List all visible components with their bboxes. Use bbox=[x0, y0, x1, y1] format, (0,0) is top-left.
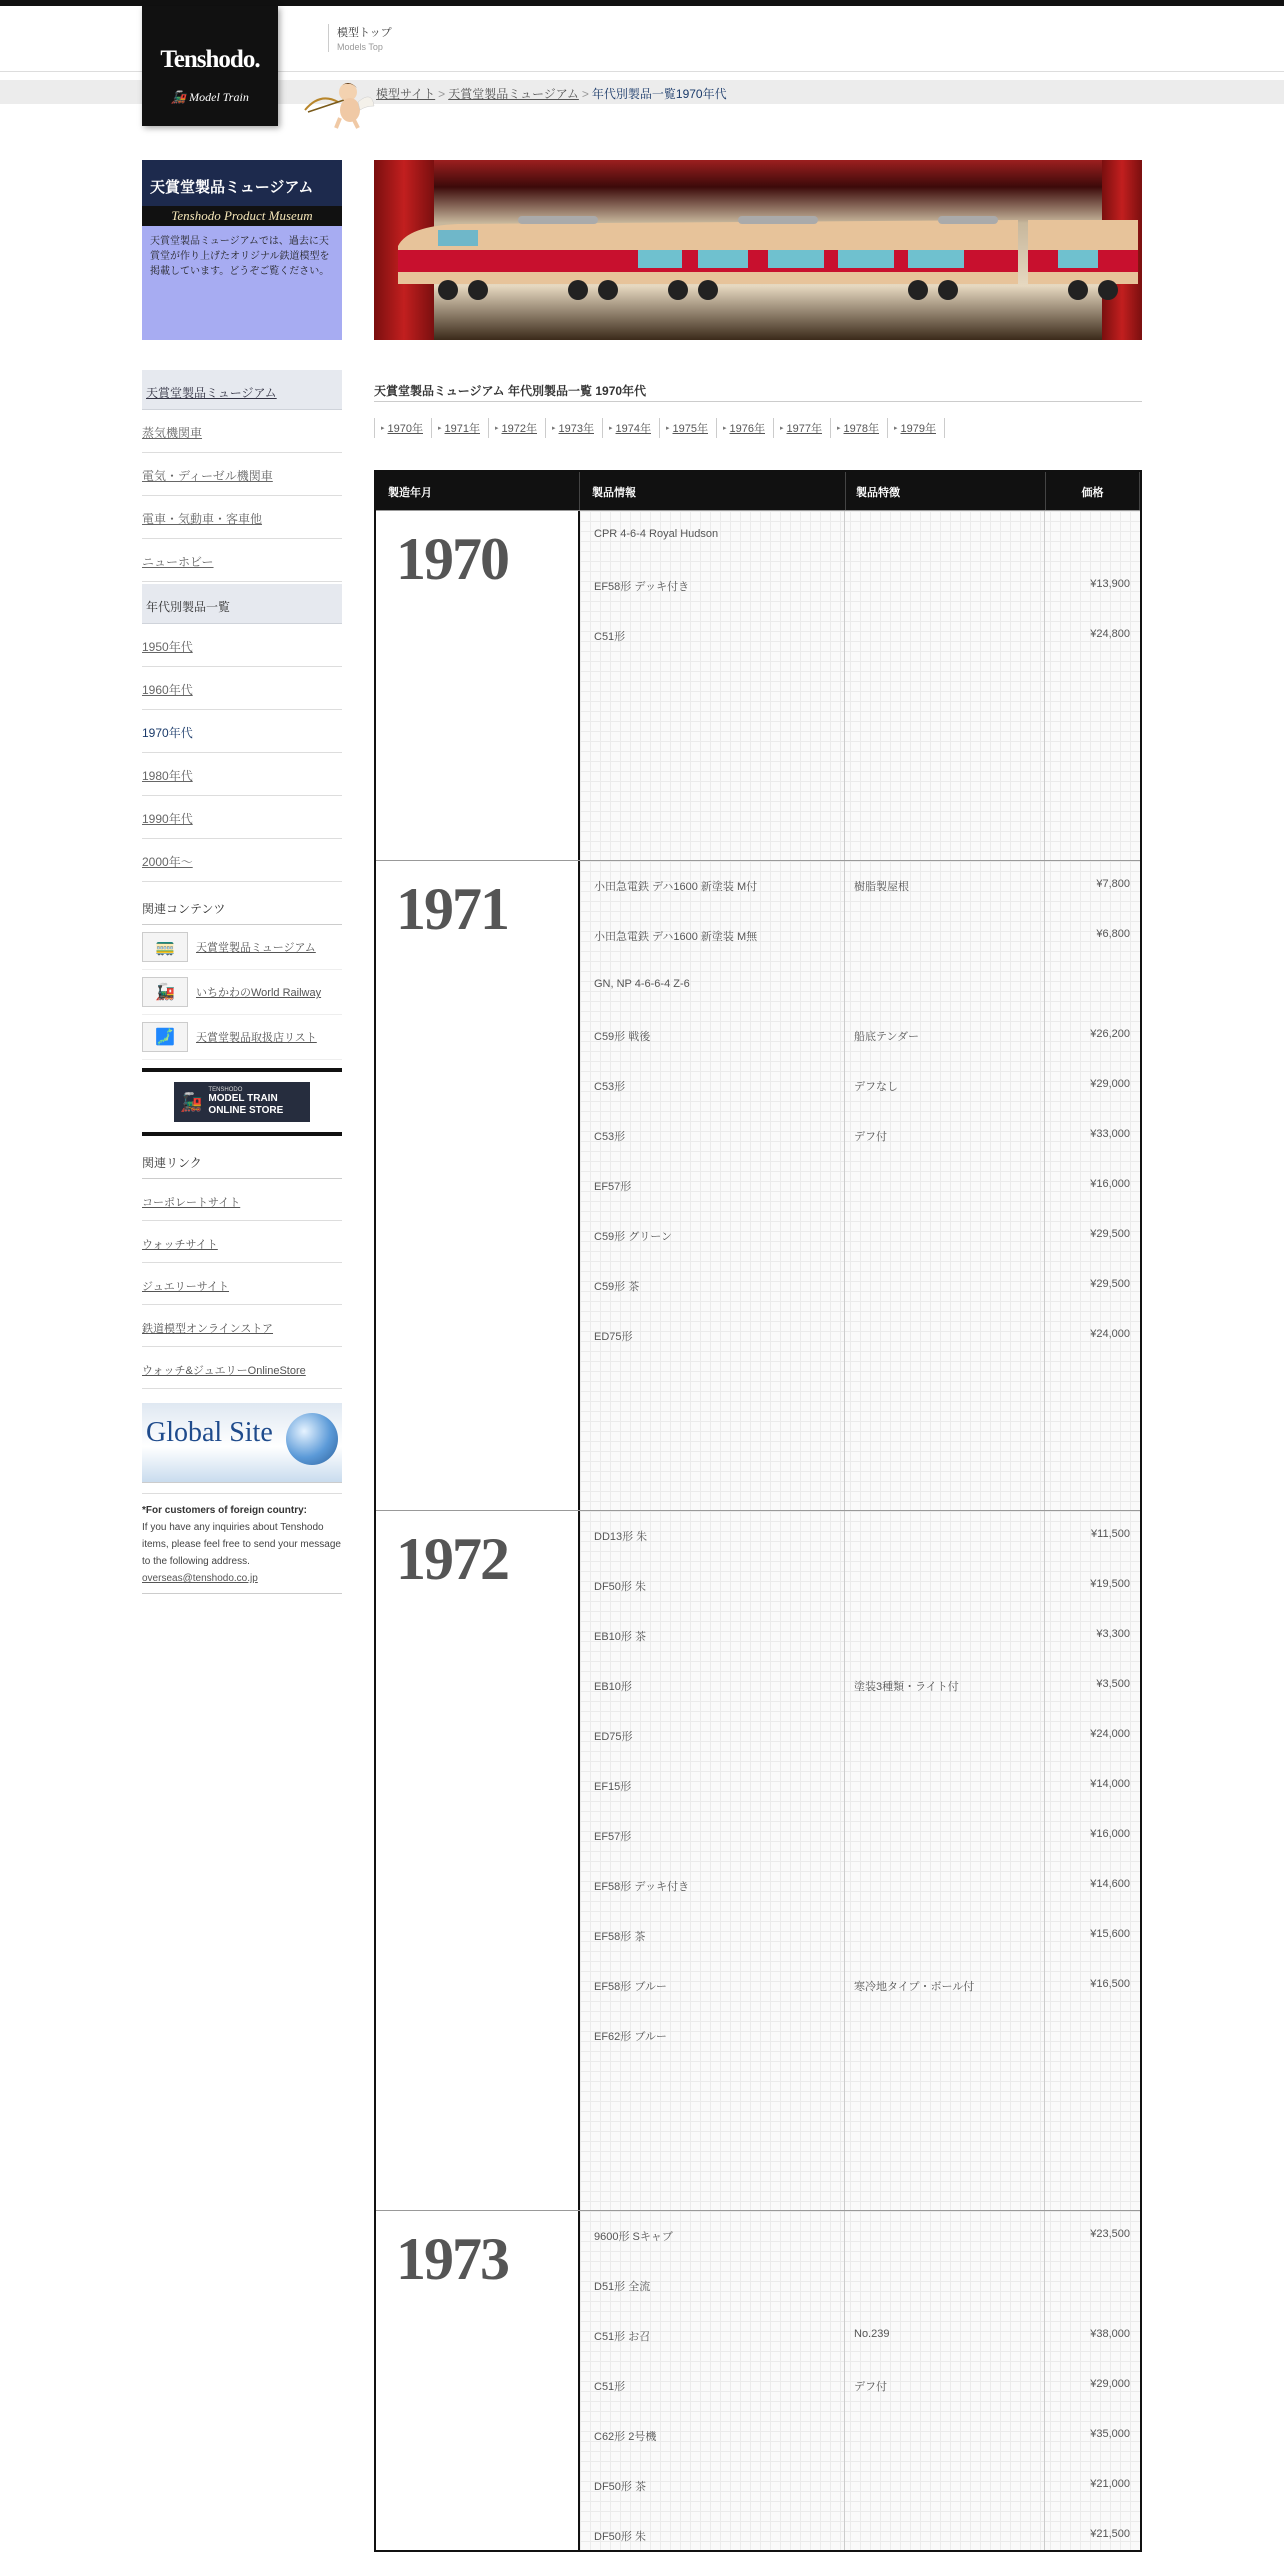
product-price: ¥24,000 bbox=[1090, 1328, 1130, 1340]
main-content bbox=[374, 160, 1142, 2552]
product-feature bbox=[844, 1211, 1044, 1261]
table-row bbox=[580, 2311, 1140, 2361]
product-feature bbox=[844, 2011, 1044, 2061]
product-feature bbox=[844, 1861, 1044, 1911]
product-price: ¥6,800 bbox=[1096, 928, 1130, 940]
product-name: C59形 茶 bbox=[594, 1281, 640, 1293]
product-feature: 樹脂製屋根 bbox=[854, 881, 909, 893]
foreign-heading: *For customers of foreign country: bbox=[142, 1505, 308, 1516]
year-nav-link[interactable]: 1971年 bbox=[444, 423, 480, 435]
table-row bbox=[580, 1711, 1140, 1761]
year-block bbox=[376, 860, 1140, 1510]
product-feature: No.239 bbox=[854, 2328, 890, 2340]
table-row bbox=[580, 2361, 1140, 2411]
table-row bbox=[580, 1911, 1140, 1961]
year-nav-item[interactable] bbox=[431, 418, 488, 438]
store-label-2: ONLINE STORE bbox=[208, 1105, 284, 1116]
store-mini: TENSHODO bbox=[208, 1087, 243, 1093]
product-name: EB10形 茶 bbox=[594, 1631, 646, 1643]
product-feature bbox=[844, 2411, 1044, 2461]
product-name: DF50形 朱 bbox=[594, 2531, 646, 2543]
product-name: DD13形 朱 bbox=[594, 1531, 648, 1543]
product-feature bbox=[844, 1161, 1044, 1211]
link-watch[interactable] bbox=[142, 1221, 342, 1263]
product-price: ¥33,000 bbox=[1090, 1128, 1130, 1140]
product-price: ¥13,900 bbox=[1090, 578, 1130, 590]
product-price: ¥14,600 bbox=[1090, 1878, 1130, 1890]
product-name: D51形 全流 bbox=[594, 2281, 651, 2293]
product-rows bbox=[580, 861, 1140, 1510]
table-row bbox=[580, 911, 1140, 961]
year-nav-link[interactable]: 1978年 bbox=[843, 423, 879, 435]
product-feature bbox=[844, 1761, 1044, 1811]
product-name: C62形 2号機 bbox=[594, 2431, 657, 2443]
product-feature bbox=[844, 1311, 1044, 1361]
product-feature: 船底テンダー bbox=[854, 1031, 920, 1043]
table-row bbox=[580, 611, 1140, 661]
product-name: C51形 bbox=[594, 2381, 626, 2393]
col-header-feature: 製品特徴 bbox=[846, 472, 1046, 510]
logo-sub: 🚂 Model Train bbox=[171, 90, 249, 104]
product-name: EF58形 デッキ付き bbox=[594, 1881, 690, 1893]
product-name: EF57形 bbox=[594, 1831, 632, 1843]
table-row bbox=[580, 1861, 1140, 1911]
product-price: ¥24,800 bbox=[1090, 628, 1130, 640]
col-header-product: 製品情報 bbox=[580, 472, 846, 510]
table-row bbox=[580, 2011, 1140, 2061]
global-site-banner[interactable] bbox=[142, 1403, 342, 1483]
sidebar-item-1960s[interactable] bbox=[142, 667, 342, 710]
link-text[interactable]: 鉄道模型オンラインストア bbox=[142, 1323, 274, 1335]
train-illustration bbox=[378, 196, 1138, 308]
store-banner-inner bbox=[174, 1082, 310, 1122]
year-nav-link[interactable]: 1977年 bbox=[786, 423, 822, 435]
year-label: 1973 bbox=[376, 2211, 580, 2550]
product-feature bbox=[844, 1911, 1044, 1961]
product-name: EF57形 bbox=[594, 1181, 632, 1193]
product-name: EF15形 bbox=[594, 1781, 632, 1793]
museum-box-desc: 天賞堂製品ミュージアムでは、過去に天賞堂が作り上げたオリジナル鉄道模型を掲載しています。どうぞご覧ください。 bbox=[150, 236, 330, 277]
year-nav-link[interactable]: 1970年 bbox=[387, 423, 423, 435]
product-table bbox=[374, 470, 1142, 2552]
cupid-icon bbox=[300, 72, 380, 132]
year-label: 1970 bbox=[376, 511, 580, 860]
sidebar-item-steam[interactable] bbox=[142, 410, 342, 453]
product-feature: デフなし bbox=[854, 1081, 898, 1093]
product-name: ED75形 bbox=[594, 1331, 633, 1343]
table-row bbox=[580, 961, 1140, 1011]
year-nav-item[interactable] bbox=[659, 418, 716, 438]
product-price: ¥26,200 bbox=[1090, 1028, 1130, 1040]
product-rows bbox=[580, 2211, 1140, 2550]
link-text[interactable]: ジュエリーサイト bbox=[142, 1281, 230, 1293]
product-feature bbox=[844, 1561, 1044, 1611]
product-feature: デフ付 bbox=[854, 2381, 887, 2393]
sidebar bbox=[142, 160, 342, 1594]
page-title: 天賞堂製品ミュージアム 年代別製品一覧 1970年代 bbox=[374, 382, 1142, 402]
year-block bbox=[376, 1510, 1140, 2210]
year-label: 1971 bbox=[376, 861, 580, 1510]
arrow-icon: ▸ bbox=[609, 425, 613, 432]
foreign-text: If you have any inquiries about Tenshodo items, please feel free to send your message to the following address. bbox=[142, 1522, 341, 1567]
product-price: ¥16,000 bbox=[1090, 1178, 1130, 1190]
product-feature bbox=[844, 2261, 1044, 2311]
breadcrumb: 模型サイト > 天賞堂製品ミュージアム > 年代別製品一覧1970年代 bbox=[376, 87, 727, 101]
product-price: ¥24,000 bbox=[1090, 1728, 1130, 1740]
models-top-ja[interactable]: 模型トップ bbox=[337, 27, 392, 39]
year-nav-item[interactable] bbox=[716, 418, 773, 438]
related-link[interactable]: 天賞堂製品取扱店リスト bbox=[196, 1032, 317, 1044]
product-feature bbox=[844, 1711, 1044, 1761]
table-row bbox=[580, 1661, 1140, 1711]
sidebar-section-museum-link[interactable]: 天賞堂製品ミュージアム bbox=[146, 386, 277, 400]
table-row bbox=[580, 1111, 1140, 1161]
store-label-1: MODEL TRAIN bbox=[208, 1093, 278, 1104]
product-price: ¥16,000 bbox=[1090, 1828, 1130, 1840]
year-nav-link[interactable]: 1972年 bbox=[501, 423, 537, 435]
product-name: EB10形 bbox=[594, 1681, 632, 1693]
table-row bbox=[580, 1311, 1140, 1361]
product-feature bbox=[844, 1511, 1044, 1561]
product-feature bbox=[844, 961, 1044, 1011]
museum-box-subtitle: Tenshodo Product Museum bbox=[142, 206, 342, 226]
sidebar-current[interactable]: 1970年代 bbox=[142, 726, 193, 740]
sidebar-item-2000s[interactable] bbox=[142, 839, 342, 882]
product-price: ¥3,500 bbox=[1096, 1678, 1130, 1690]
museum-box-title: 天賞堂製品ミュージアム bbox=[142, 160, 342, 206]
arrow-icon: ▸ bbox=[780, 425, 784, 432]
table-row bbox=[580, 2461, 1140, 2511]
year-nav bbox=[374, 418, 1142, 438]
link-text[interactable]: ウォッチサイト bbox=[142, 1239, 218, 1251]
table-row bbox=[580, 2411, 1140, 2461]
table-row bbox=[580, 1261, 1140, 1311]
link-corporate[interactable] bbox=[142, 1179, 342, 1221]
arrow-icon: ▸ bbox=[381, 425, 385, 432]
models-museum-banner bbox=[374, 160, 1142, 340]
museum-intro-box[interactable] bbox=[142, 160, 342, 340]
link-watch-jewelry-store[interactable] bbox=[142, 1347, 342, 1389]
product-price: ¥29,000 bbox=[1090, 1078, 1130, 1090]
product-price: ¥21,500 bbox=[1090, 2528, 1130, 2540]
year-nav-link[interactable]: 1974年 bbox=[615, 423, 651, 435]
tenshodo-logo[interactable] bbox=[142, 6, 278, 126]
sidebar-item-1950s[interactable] bbox=[142, 624, 342, 667]
locomotive-thumb-icon: 🚂 bbox=[142, 977, 188, 1007]
table-row bbox=[580, 1161, 1140, 1211]
product-price bbox=[1044, 2011, 1140, 2061]
product-name: GN, NP 4-6-6-4 Z-6 bbox=[594, 978, 690, 990]
product-price: ¥29,500 bbox=[1090, 1228, 1130, 1240]
online-store-banner[interactable] bbox=[142, 1068, 342, 1136]
models-top-link[interactable] bbox=[328, 24, 392, 52]
table-row bbox=[580, 1011, 1140, 1061]
product-feature: 寒冷地タイプ・ボール付 bbox=[854, 1981, 975, 1993]
product-price bbox=[1044, 511, 1140, 561]
year-nav-item[interactable] bbox=[374, 418, 431, 438]
globe-icon bbox=[286, 1413, 338, 1465]
sidebar-link[interactable]: 蒸気機関車 bbox=[142, 426, 203, 440]
train-thumb-icon: 🚃 bbox=[142, 932, 188, 962]
sidebar-link[interactable]: 2000年～ bbox=[142, 855, 193, 869]
table-row bbox=[580, 2211, 1140, 2261]
product-name: 9600形 Sキャブ bbox=[594, 2231, 673, 2243]
related-link[interactable]: いちかわのWorld Railway bbox=[196, 987, 322, 999]
year-nav-item[interactable] bbox=[602, 418, 659, 438]
arrow-icon: ▸ bbox=[552, 425, 556, 432]
product-price: ¥3,300 bbox=[1096, 1628, 1130, 1640]
breadcrumb-current: 年代別製品一覧1970年代 bbox=[591, 87, 727, 101]
product-feature bbox=[844, 511, 1044, 561]
table-body bbox=[376, 510, 1140, 2550]
product-name: C53形 bbox=[594, 1131, 626, 1143]
sidebar-link[interactable]: 電車・気動車・客車他 bbox=[142, 512, 263, 526]
col-header-year: 製造年月 bbox=[376, 472, 580, 510]
product-name: DF50形 茶 bbox=[594, 2481, 646, 2493]
related-link[interactable]: 天賞堂製品ミュージアム bbox=[196, 942, 316, 954]
sidebar-link[interactable]: 1950年代 bbox=[142, 640, 193, 654]
year-nav-link[interactable]: 1976年 bbox=[729, 423, 765, 435]
sidebar-section-museum[interactable] bbox=[142, 370, 342, 410]
product-name: 小田急電鉄 デハ1600 新塗装 M付 bbox=[594, 881, 758, 893]
product-price: ¥38,000 bbox=[1090, 2328, 1130, 2340]
product-name: C53形 bbox=[594, 1081, 626, 1093]
sidebar-item-1980s[interactable] bbox=[142, 753, 342, 796]
year-nav-link[interactable]: 1975年 bbox=[672, 423, 708, 435]
product-price: ¥29,500 bbox=[1090, 1278, 1130, 1290]
link-text[interactable]: コーポレートサイト bbox=[142, 1197, 241, 1209]
product-price: ¥7,800 bbox=[1096, 878, 1130, 890]
table-row bbox=[580, 1611, 1140, 1661]
models-top-en[interactable]: Models Top bbox=[337, 42, 383, 52]
arrow-icon: ▸ bbox=[666, 425, 670, 432]
arrow-icon: ▸ bbox=[723, 425, 727, 432]
product-name: CPR 4-6-4 Royal Hudson bbox=[594, 528, 719, 540]
table-row bbox=[580, 1761, 1140, 1811]
table-row bbox=[580, 2261, 1140, 2311]
sidebar-item-1970s[interactable] bbox=[142, 710, 342, 753]
table-row bbox=[580, 1061, 1140, 1111]
year-nav-link[interactable]: 1973年 bbox=[558, 423, 594, 435]
table-header bbox=[376, 472, 1140, 510]
product-feature bbox=[844, 2511, 1044, 2561]
breadcrumb-museum[interactable]: 天賞堂製品ミュージアム bbox=[448, 87, 579, 101]
table-row bbox=[580, 1811, 1140, 1861]
logo-brand: Tenshodo. bbox=[160, 46, 260, 73]
product-rows bbox=[580, 1511, 1140, 2210]
product-price: ¥19,500 bbox=[1090, 1578, 1130, 1590]
product-feature bbox=[844, 1611, 1044, 1661]
sidebar-item-newhobby[interactable] bbox=[142, 539, 342, 582]
year-nav-item[interactable] bbox=[545, 418, 602, 438]
product-price: ¥23,500 bbox=[1090, 2228, 1130, 2240]
product-price bbox=[1044, 961, 1140, 1011]
year-label: 1972 bbox=[376, 1511, 580, 2210]
table-row bbox=[580, 2511, 1140, 2561]
product-name: ED75形 bbox=[594, 1731, 633, 1743]
product-price: ¥11,500 bbox=[1091, 1528, 1130, 1540]
product-feature bbox=[844, 911, 1044, 961]
product-feature: 塗装3種類・ライト付 bbox=[854, 1681, 959, 1693]
year-nav-item[interactable] bbox=[830, 418, 887, 438]
product-price: ¥15,600 bbox=[1090, 1928, 1130, 1940]
product-price: ¥35,000 bbox=[1090, 2428, 1130, 2440]
foreign-customers-note bbox=[142, 1493, 342, 1594]
table-row bbox=[580, 1561, 1140, 1611]
sidebar-link[interactable]: ニューホビー bbox=[142, 555, 214, 569]
product-price bbox=[1044, 2261, 1140, 2311]
product-name: C51形 bbox=[594, 631, 626, 643]
table-row bbox=[580, 561, 1140, 611]
related-item-store-list[interactable] bbox=[142, 1015, 342, 1060]
map-thumb-icon: 🗾 bbox=[142, 1022, 188, 1052]
product-price: ¥29,000 bbox=[1090, 2378, 1130, 2390]
product-name: DF50形 朱 bbox=[594, 1581, 646, 1593]
product-rows bbox=[580, 511, 1140, 860]
product-name: EF58形 茶 bbox=[594, 1931, 646, 1943]
year-nav-item[interactable] bbox=[887, 418, 945, 438]
link-model-store[interactable] bbox=[142, 1305, 342, 1347]
product-price: ¥16,500 bbox=[1090, 1978, 1130, 1990]
arrow-icon: ▸ bbox=[438, 425, 442, 432]
product-feature bbox=[844, 561, 1044, 611]
col-header-price: 価格 bbox=[1046, 472, 1140, 510]
related-item-world-railway[interactable] bbox=[142, 970, 342, 1015]
sidebar-link[interactable]: 1960年代 bbox=[142, 683, 193, 697]
product-price: ¥21,000 bbox=[1090, 2478, 1130, 2490]
product-price: ¥14,000 bbox=[1090, 1778, 1130, 1790]
sidebar-link[interactable]: 1980年代 bbox=[142, 769, 193, 783]
year-nav-item[interactable] bbox=[488, 418, 545, 438]
breadcrumb-models-site[interactable]: 模型サイト bbox=[376, 87, 436, 101]
link-text[interactable]: ウォッチ&ジュエリーOnlineStore bbox=[142, 1365, 306, 1377]
table-row bbox=[580, 1211, 1140, 1261]
table-row bbox=[580, 1511, 1140, 1561]
arrow-icon: ▸ bbox=[894, 425, 898, 432]
arrow-icon: ▸ bbox=[837, 425, 841, 432]
product-feature bbox=[844, 1811, 1044, 1861]
sidebar-section-by-era: 年代別製品一覧 bbox=[142, 584, 342, 624]
related-contents-heading: 関連コンテンツ bbox=[142, 882, 342, 925]
product-feature bbox=[844, 611, 1044, 661]
arrow-icon: ▸ bbox=[495, 425, 499, 432]
locomotive-icon: 🚂 bbox=[180, 1091, 203, 1112]
sidebar-link[interactable]: 1990年代 bbox=[142, 812, 193, 826]
related-item-museum[interactable] bbox=[142, 925, 342, 970]
related-links-heading: 関連リンク bbox=[142, 1136, 342, 1179]
product-name: C51形 お召 bbox=[594, 2331, 651, 2343]
year-nav-item[interactable] bbox=[773, 418, 830, 438]
table-row bbox=[580, 511, 1140, 561]
year-block bbox=[376, 2210, 1140, 2550]
product-name: C59形 グリーン bbox=[594, 1231, 673, 1243]
product-name: 小田急電鉄 デハ1600 新塗装 M無 bbox=[594, 931, 758, 943]
global-site-label: Global Site bbox=[146, 1417, 273, 1448]
year-block bbox=[376, 510, 1140, 860]
sidebar-item-1990s[interactable] bbox=[142, 796, 342, 839]
foreign-email-link[interactable]: overseas@tenshodo.co.jp bbox=[142, 1573, 258, 1584]
year-nav-link[interactable]: 1979年 bbox=[900, 423, 936, 435]
product-name: EF58形 デッキ付き bbox=[594, 581, 690, 593]
link-jewelry[interactable] bbox=[142, 1263, 342, 1305]
product-feature bbox=[844, 2211, 1044, 2261]
product-feature: デフ付 bbox=[854, 1131, 887, 1143]
sidebar-link[interactable]: 電気・ディーゼル機関車 bbox=[142, 469, 273, 483]
product-feature bbox=[844, 2461, 1044, 2511]
product-name: EF62形 ブルー bbox=[594, 2031, 667, 2043]
table-row bbox=[580, 1961, 1140, 2011]
product-name: EF58形 ブルー bbox=[594, 1981, 667, 1993]
product-name: C59形 戦後 bbox=[594, 1031, 651, 1043]
sidebar-item-electric-diesel[interactable] bbox=[142, 453, 342, 496]
table-row bbox=[580, 861, 1140, 911]
product-feature bbox=[844, 1261, 1044, 1311]
sidebar-item-railcar[interactable] bbox=[142, 496, 342, 539]
